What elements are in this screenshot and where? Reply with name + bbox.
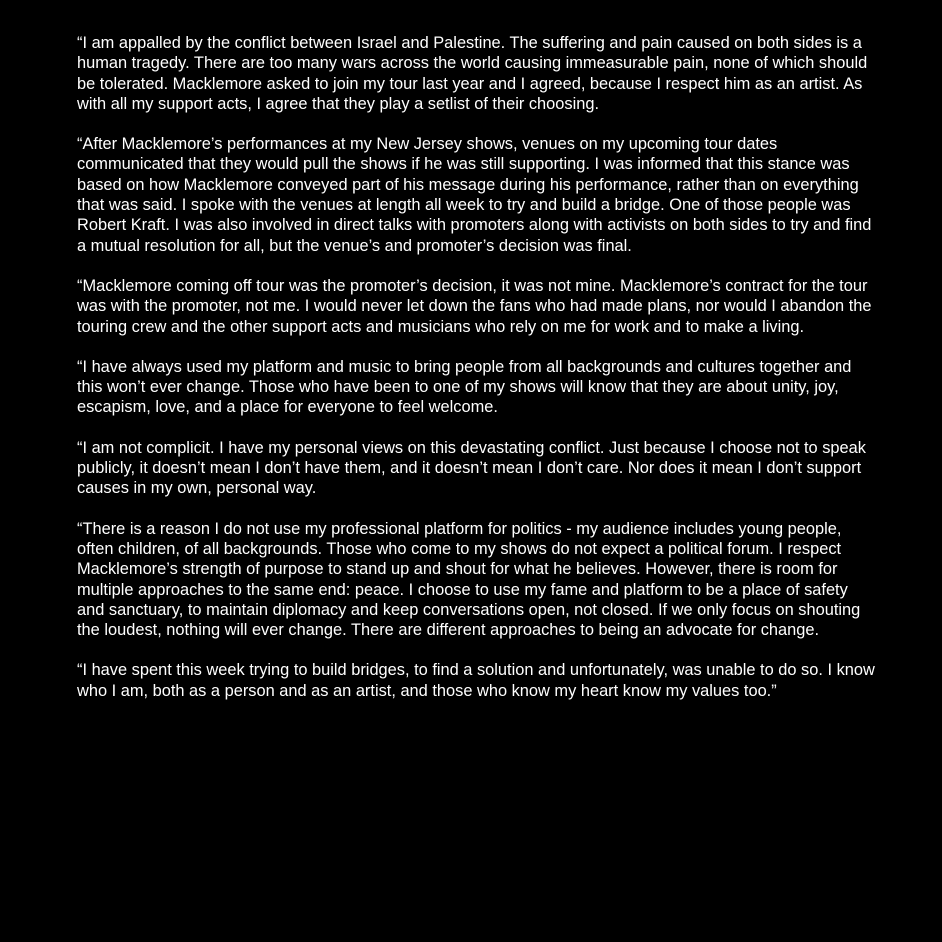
statement-text bbox=[77, 33, 877, 701]
paragraph-6: “There is a reason I do not use my professional platform for politics - my audience includes young people, often children, of all backgrounds. Those who come to my shows do not expect a political forum. I respect Macklemore’s strength of purpose to stand up and shout for what he believes. However, there is room for multiple approaches to the same end: peace. I choose to use my fame and platform to be a place of safety and sanctuary, to maintain diplomacy and keep conversations open, not closed. If we only focus on shouting the loudest, nothing will ever change. There are different approaches to being an advocate for change. bbox=[77, 519, 861, 640]
paragraph-3: “Macklemore coming off tour was the promoter’s decision, it was not mine. Macklemore’s contract for the tour was with the promoter, not me. I would never let down the fans who had made plans, nor would I abandon the touring crew and the other support acts and musicians who rely on me for work and to make a living. bbox=[77, 276, 872, 336]
paragraph-1: “I am appalled by the conflict between Israel and Palestine. The suffering and pain caused on both sides is a human tragedy. There are too many wars across the world causing immeasurable pain, none of which should be tolerated. Macklemore asked to join my tour last year and I agreed, because I respect him as an artist. As with all my support acts, I agree that they play a setlist of their choosing. bbox=[77, 34, 868, 113]
paragraph-7: “I have spent this week trying to build bridges, to find a solution and unfortunately, was unable to do so. I know who I am, both as a person and as an artist, and those who know my heart know my values too.” bbox=[77, 661, 875, 700]
paragraph-4: “I have always used my platform and music to bring people from all backgrounds and cultures together and this won’t ever change. Those who have been to one of my shows will know that they are about unity, joy, escapism, love, and a place for everyone to feel welcome. bbox=[77, 357, 852, 417]
paragraph-5: “I am not complicit. I have my personal views on this devastating conflict. Just because I choose not to speak publicly, it doesn’t mean I don’t have them, and it doesn’t mean I don’t care. Nor does it mean I don’t support causes in my own, personal way. bbox=[77, 438, 866, 498]
paragraph-2: “After Macklemore’s performances at my New Jersey shows, venues on my upcoming tour dates communicated that they would pull the shows if he was still supporting. I was informed that this stance was based on how Macklemore conveyed part of his message during his performance, rather than on everything that was said. I spoke with the venues at length all week to try and build a bridge. One of those people was Robert Kraft. I was also involved in direct talks with promoters along with activists on both sides to try and find a mutual resolution for all, but the venue’s and promoter’s decision was final. bbox=[77, 135, 872, 255]
